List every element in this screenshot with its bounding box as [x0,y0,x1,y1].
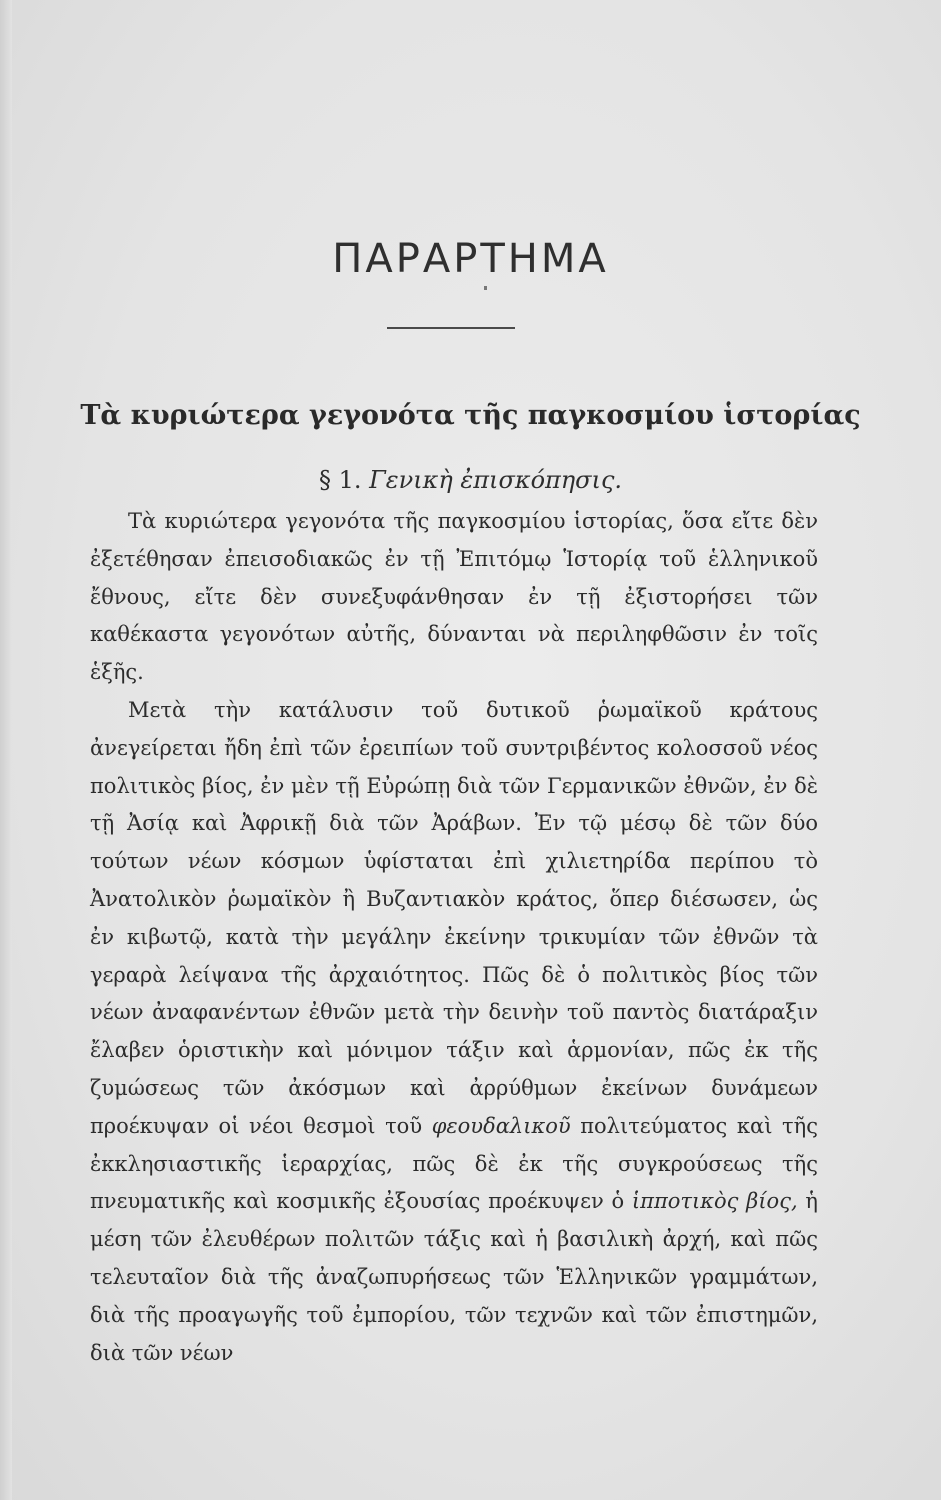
title-ornament [484,286,487,290]
paragraph-2-part-b: πολιτεύματος καὶ τῆς ἐκκλησιαστικῆς ἱεραρχίας, πῶς δὲ ἐκ τῆς συγκρούσεως τῆς πνευματικῆς καὶ κοσμικῆς ἐξουσίας προέκυψεν ὁ [90,1113,818,1214]
paragraph-1: Τὰ κυριώτερα γεγονότα τῆς παγκοσμίου ἱστορίας, ὅσα εἴτε δὲν ἐξετέθησαν ἐπεισοδιακῶς ἐν τῇ Ἐπιτόμῳ Ἱστορίᾳ τοῦ ἑλληνικοῦ ἔθνους, εἴτε δὲν συνεξυφάνθησαν ἐν τῇ ἐξιστορήσει τῶν καθέκαστα γεγονότων αὐτῆς, δύνανται νὰ περιληφθῶσιν ἐν τοῖς ἑξῆς. [90,509,818,685]
paragraph-2-knight: ἱπποτικὸς βίος, [631,1189,798,1214]
section-label: Γενικὴ ἐπισκόπησις. [369,466,623,494]
title-rule [387,327,515,329]
paragraph-2 [90,692,818,1372]
section-number: § 1. [318,466,362,494]
paragraph-2-part-c: ἡ μέση τῶν ἐλευθέρων πολιτῶν τάξις καὶ ἡ βασιλικὴ ἀρχή, καὶ πῶς τελευταῖον διὰ τῆς ἀναζωπυρήσεως τῶν Ἑλληνικῶν γραμμάτων, διὰ τῆς προαγωγῆς τοῦ ἐμπορίου, τῶν τεχνῶν καὶ τῶν ἐπιστημῶν, διὰ τῶν νέων [90,1189,818,1365]
page-gutter [0,0,12,1500]
paragraph-2-part-a: Μετὰ τὴν κατάλυσιν τοῦ δυτικοῦ ῥωμαϊκοῦ κράτους ἀνεγείρεται ἤδη ἐπὶ τῶν ἐρειπίων τοῦ συντριβέντος κολοσσοῦ νέος πολιτικὸς βίος, ἐν μὲν τῇ Εὐρώπῃ διὰ τῶν Γερμανικῶν ἐθνῶν, ἐν δὲ τῇ Ἀσίᾳ καὶ Ἀφρικῇ διὰ τῶν Ἀράβων. Ἐν τῷ μέσῳ δὲ τῶν δύο τούτων νέων κόσμων ὑφίσταται ἐπὶ χιλιετηρίδα περίπου τὸ Ἀνατολικὸν ῥωμαϊκὸν ἢ Βυζαντιακὸν κράτος, ὅπερ διέσωσεν, ὡς ἐν κιβωτῷ, κατὰ τὴν μεγάλην ἐκείνην τρικυμίαν τῶν ἐθνῶν τὰ γεραρὰ λείψανα τῆς ἀρχαιότητος. Πῶς δὲ ὁ πολιτικὸς βίος τῶν νέων ἀναφανέντων ἐθνῶν μετὰ τὴν δεινὴν τοῦ παντὸς διατάραξιν ἔλαβεν ὁριστικὴν καὶ μόνιμον τάξιν καὶ ἁρμονίαν, πῶς ἐκ τῆς ζυμώσεως τῶν ἀκόσμων καὶ ἀρρύθμων ἐκείνων δυνάμεων προέκυψαν οἱ νέοι θεσμοὶ τοῦ [90,697,818,1138]
chapter-heading: Τὰ κυριώτερα γεγονότα τῆς παγκοσμίου ἱστορίας [80,400,861,431]
page-title: ΠΑΡΑΡΤΗΜΑ [332,236,609,282]
paragraph-2-feudal: φεουδαλικοῦ [431,1113,571,1138]
section-heading [0,466,941,494]
body-text [90,503,818,1372]
